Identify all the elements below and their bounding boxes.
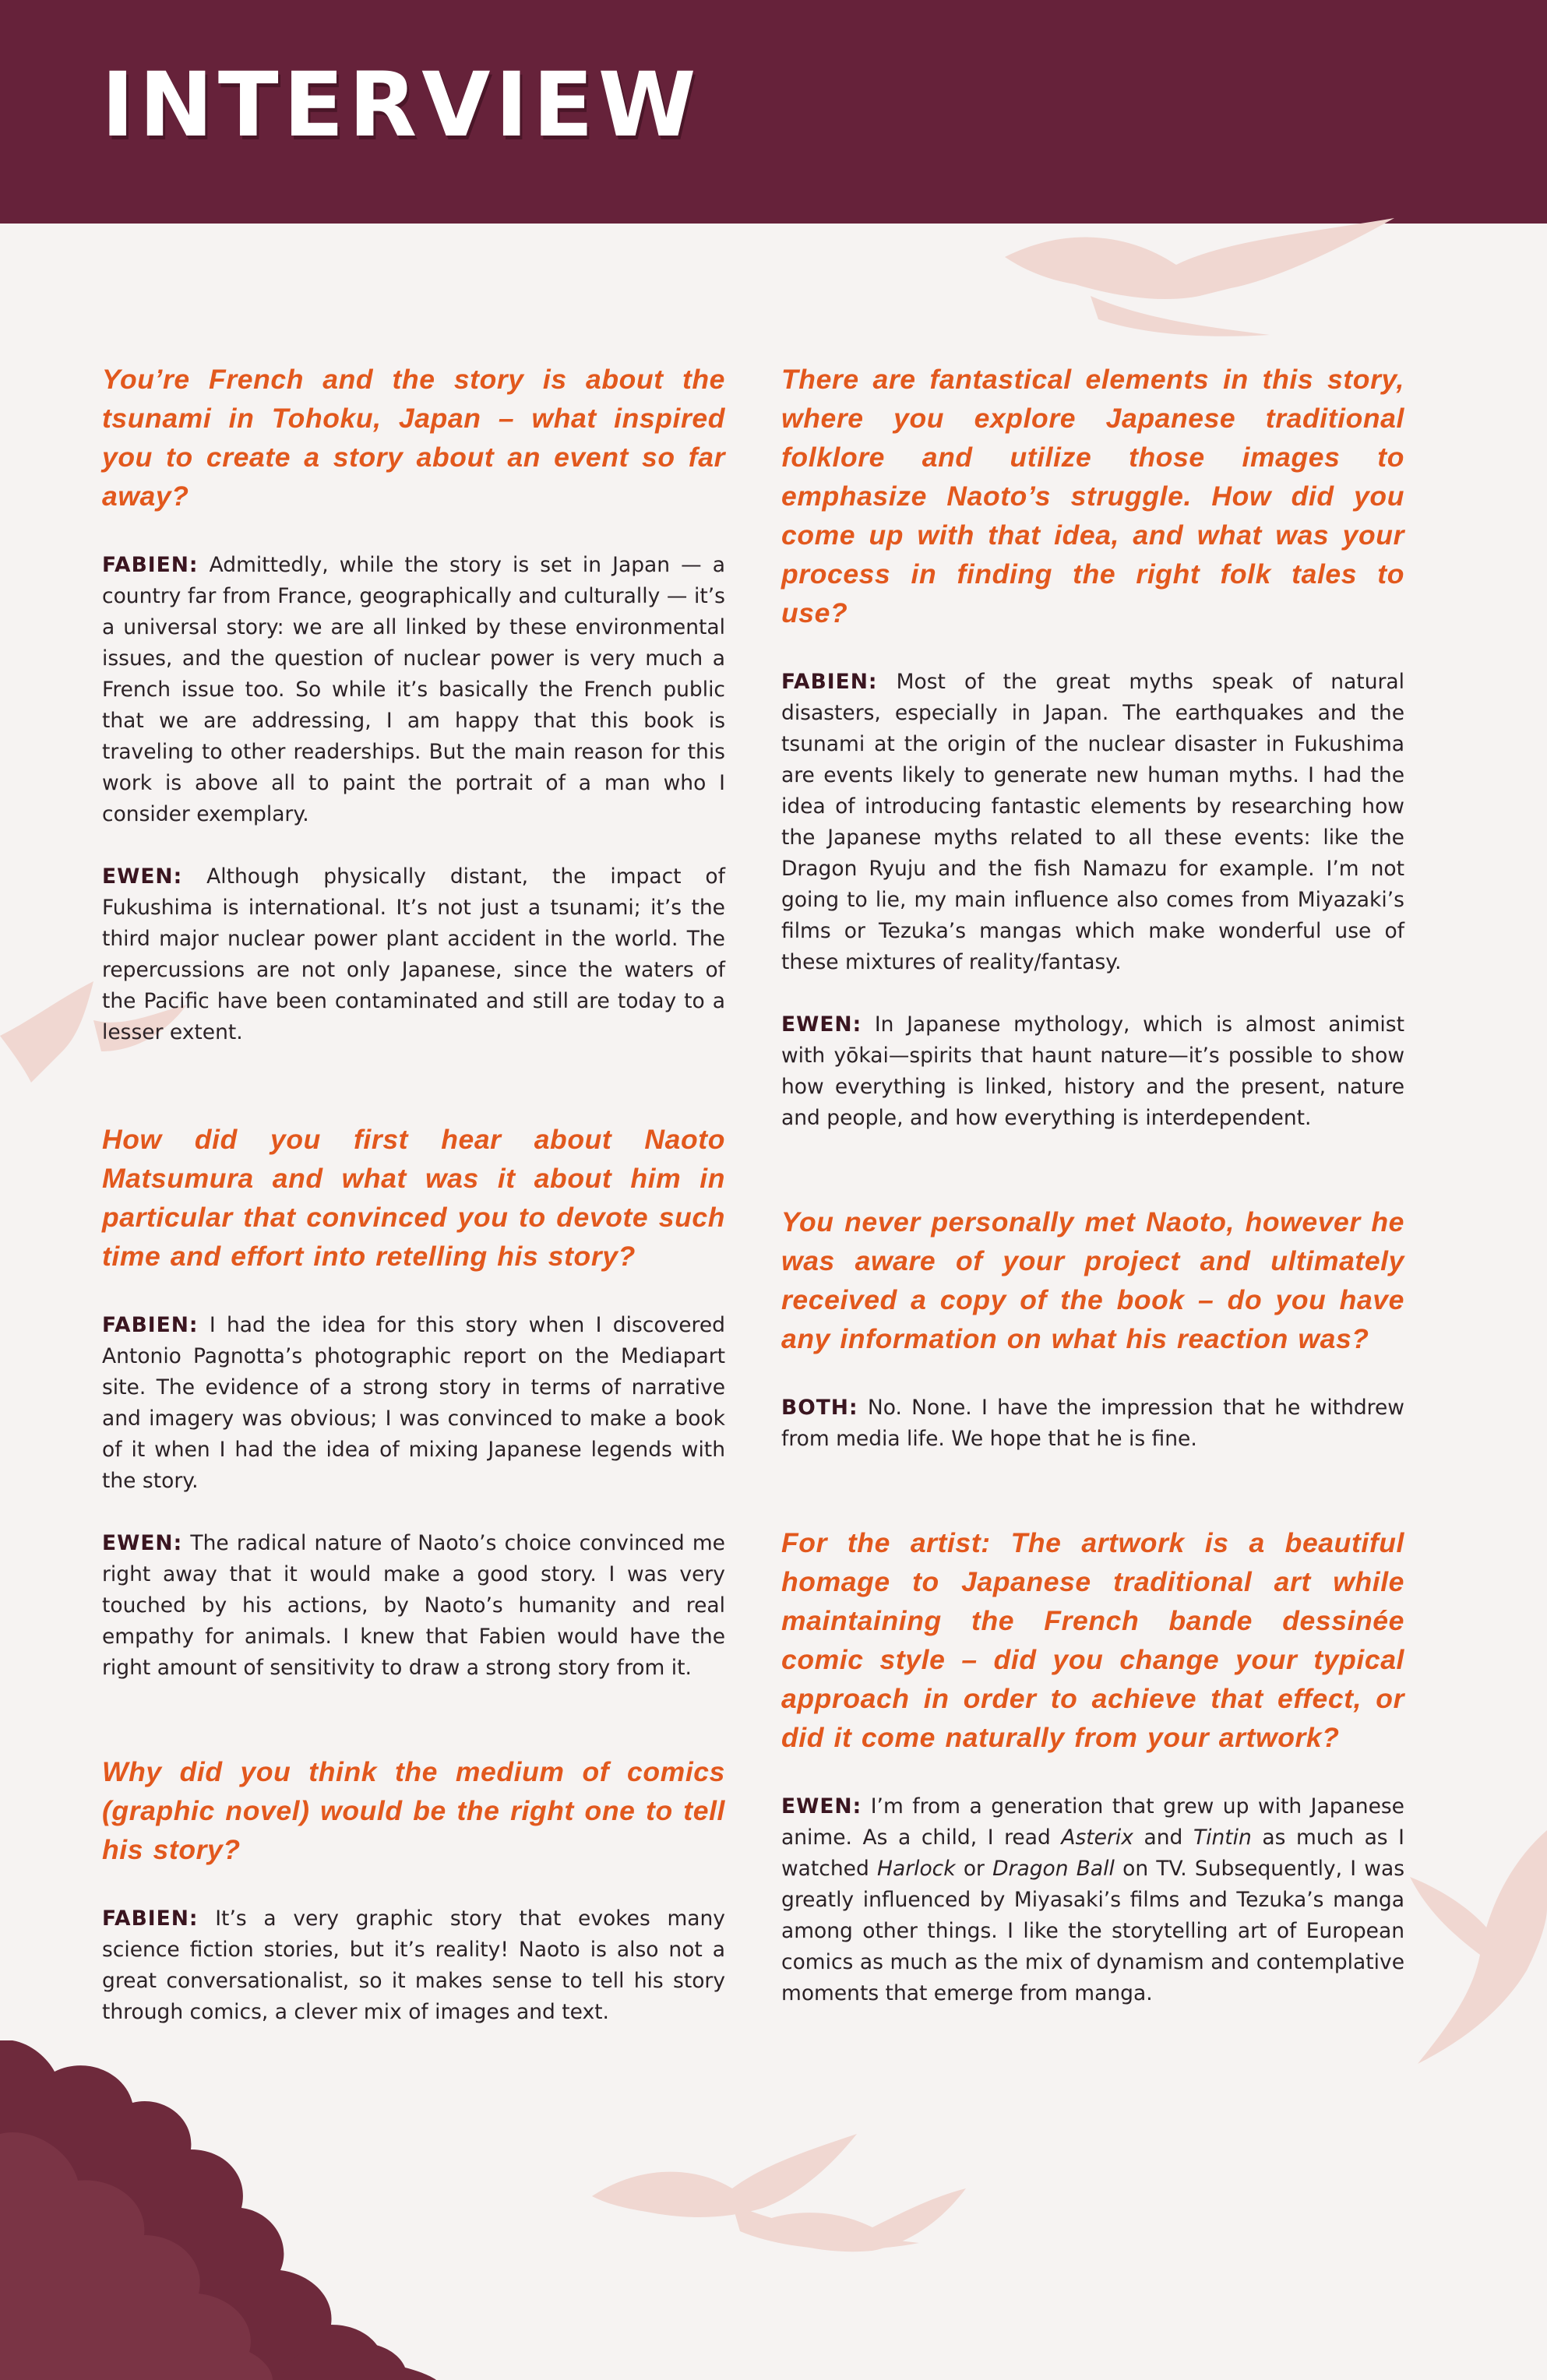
qa-block xyxy=(102,1120,725,1684)
speaker-label: EWEN: xyxy=(781,1012,862,1037)
answer-text: Although physically distant, the impact of Fukushima is international. It’s not just a tsunami; it’s the third major nuclear power plant accident in the world. The repercussions are not only Japanese, since the waters of the Pacific have been contaminated and still are today to a lesser extent. xyxy=(102,864,725,1044)
speaker-label: FABIEN: xyxy=(102,553,199,577)
cloud-decoration-icon xyxy=(0,2040,499,2380)
answer-text: or xyxy=(955,1857,993,1881)
answer-text: on TV. Subsequently, I was greatly influenced by Miyasaki’s films and Tezuka’s manga among other things. I like the storytelling art of European comics as much as the mix of dynamism and contemplative moments that emerge from manga. xyxy=(781,1857,1405,2005)
answer-text: I’m from a generation that grew up with Japanese anime. As a child, I read xyxy=(781,1794,1404,1850)
header-banner xyxy=(0,0,1547,224)
speaker-label: FABIEN: xyxy=(781,670,878,694)
title-dragon-ball: Dragon Ball xyxy=(992,1857,1115,1881)
answer-text: Most of the great myths speak of natural disasters, especially in Japan. The earthquakes and the tsunami at the origin of the nuclear disaster in Fukushima are events likely to generate new human myths. I had the idea of introducing fantastic elements by researching how the Japanese myths related to all these events: like the Dragon Ryuju and the fish Namazu for example. I’m not going to lie, my main influence also comes from Miyazaki’s films or Tezuka’s mangas which make wonderful use of these mixtures of reality/fantasy. xyxy=(781,670,1404,974)
title-tintin: Tintin xyxy=(1193,1825,1252,1850)
crane-silhouette-icon xyxy=(748,2173,966,2282)
answer xyxy=(102,1310,725,1497)
question: Why did you think the medium of comics (graphic novel) would be the right one to tell his story? xyxy=(102,1756,725,1865)
left-column xyxy=(102,360,725,2059)
answer-text: In Japanese mythology, which is almost animist with yōkai—spirits that haunt nature—it’s possible to show how everything is linked, history and the present, nature and people, and how everything is interdependent. xyxy=(781,1012,1404,1130)
right-column xyxy=(781,360,1404,2040)
answer-text: as much as I watched xyxy=(781,1825,1405,1881)
answer-text: I had the idea for this story when I discovered Antonio Pagnotta’s photographic report on the Mediapart site. The evidence of a strong story in terms of narrative and imagery was obvious; I was convinced to make a book of it when I had the idea of mixing Japanese legends with the story. xyxy=(102,1313,725,1493)
question: There are fantastical elements in this story, where you explore Japanese traditional folklore and utilize those images to emphasize Naoto’s struggle. How did you come up with that idea, and what was your process in finding the right folk tales to use? xyxy=(781,364,1404,628)
question: For the artist: The artwork is a beautiful homage to Japanese traditional art while maintaining the French bande dessinée comic style – did you change your typical approach in order to achieve that effect, or did it come naturally from your artwork? xyxy=(781,1527,1404,1753)
answer xyxy=(102,861,725,1048)
qa-block xyxy=(781,1523,1404,2009)
answer-text: and xyxy=(1133,1825,1193,1850)
answer xyxy=(781,1392,1404,1455)
qa-block xyxy=(781,360,1404,1134)
speaker-label: FABIEN: xyxy=(102,1906,199,1931)
qa-block xyxy=(102,1752,725,2028)
qa-block xyxy=(781,1202,1404,1455)
question: How did you first hear about Naoto Matsumura and what was it about him in particular that convinced you to devote such time and effort into retelling his story? xyxy=(102,1124,725,1272)
question: You’re French and the story is about the tsunami in Tohoku, Japan – what inspired you to create a story about an event so far away? xyxy=(102,364,725,512)
question: You never personally met Naoto, however he was aware of your project and ultimately received a copy of the book – do you have any information on what his reaction was? xyxy=(781,1206,1404,1354)
answer xyxy=(781,1791,1404,2009)
title-asterix: Asterix xyxy=(1061,1825,1133,1850)
answer xyxy=(781,1009,1404,1134)
speaker-label: FABIEN: xyxy=(102,1313,199,1337)
answer xyxy=(781,667,1404,978)
answer-text: The radical nature of Naoto’s choice convinced me right away that it would make a good story. I was very touched by his actions, by Naoto’s humanity and real empathy for animals. I knew that Fabien would have the right amount of sensitivity to draw a strong story from it. xyxy=(102,1531,725,1680)
answer xyxy=(102,550,725,830)
answer-text: Admittedly, while the story is set in Japan — a country far from France, geographically and culturally — it’s a universal story: we are all linked by these environmental issues, and the question of nuclear power is very much a French issue too. So while it’s basically the French public that we are addressing, I am happy that this book is traveling to other readerships. But the main reason for this work is above all to paint the portrait of a man who I consider exemplary. xyxy=(102,553,725,826)
speaker-label: EWEN: xyxy=(102,864,183,889)
answer xyxy=(102,1528,725,1684)
answer-text: No. None. I have the impression that he withdrew from media life. We hope that he is fine. xyxy=(781,1396,1404,1451)
page-title: INTERVIEW xyxy=(101,53,701,157)
answer-text: It’s a very graphic story that evokes many science fiction stories, but it’s reality! Naoto is also not a great conversationalist, so it makes sense to tell his story through comics, a clever mix of images and text. xyxy=(102,1906,725,2024)
crane-silhouette-icon xyxy=(1402,1815,1547,2079)
speaker-label: BOTH: xyxy=(781,1396,858,1420)
speaker-label: EWEN: xyxy=(102,1531,183,1555)
crane-silhouette-icon xyxy=(974,210,1410,343)
qa-block xyxy=(102,360,725,1048)
answer xyxy=(102,1903,725,2028)
title-harlock: Harlock xyxy=(877,1857,956,1881)
speaker-label: EWEN: xyxy=(781,1794,862,1818)
